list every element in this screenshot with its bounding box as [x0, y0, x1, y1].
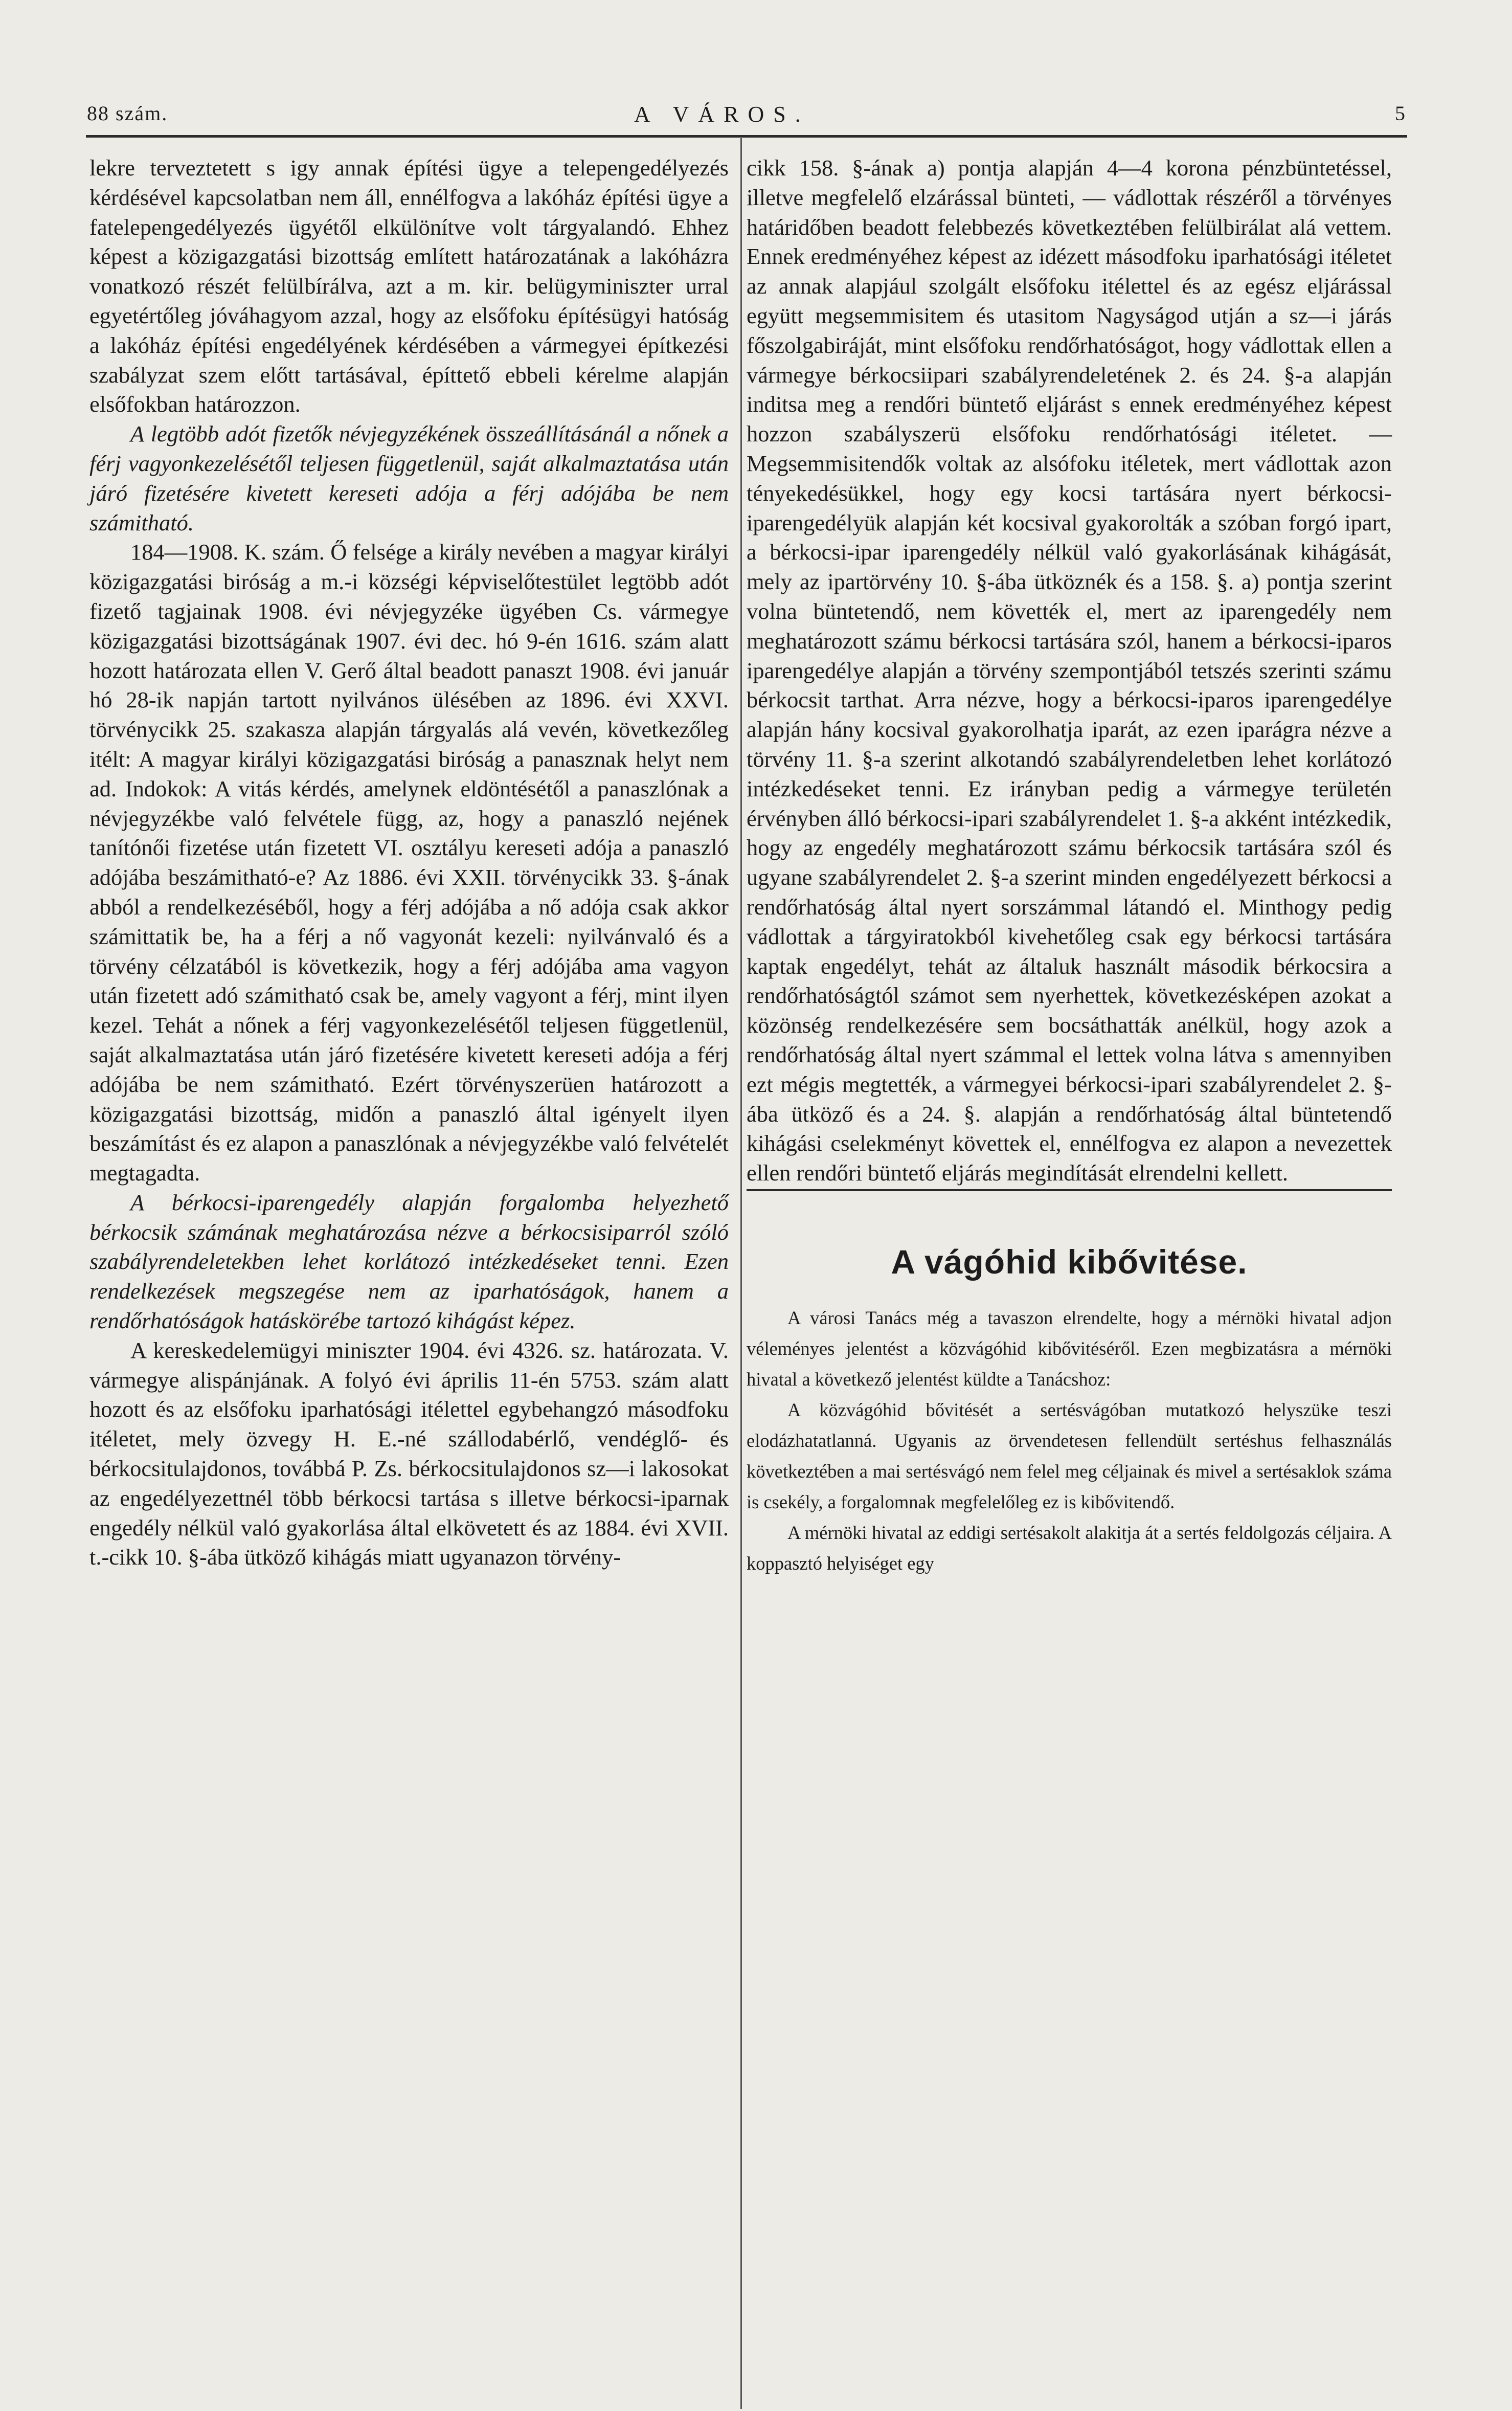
section-paragraph: A közvágóhid bővitését a sertésvágóban mutatkozó helyszüke teszi elodázhatatlanná. Ugyanis az örvendetesen fellendült sertéshus felhasználás következtében a mai sertésvágó nem felel meg céljainak és mivel a sertésaklok száma is csekély, a forgalomnak megfelelőleg ez is kibővitendő. [747, 1399, 1392, 1512]
page-header [87, 101, 1406, 132]
paragraph: lekre terveztetett s igy annak építési ügye a telepengedélyezés kérdésével kapcsolatban nem áll, ennélfogva a lakóház építési ügye a fatelepengedélyezés ügyétől elkülönítve volt tárgyalandó. Ehhez képest a közigazgatási bizottság említett határozatának a lakóházra vonatkozó részét felülbírálva, azt a m. kir. belügyminiszter urral egyetértőleg jóváhagyom azzal, hogy az elsőfoku építésügyi hatóság a lakóház építési engedélyének kérdésében a vármegyei építkezési szabályzat szem előtt tartásával, építtető ebbeli kérelme alapján elsőfokban határozzon. [89, 155, 729, 417]
left-column [89, 153, 729, 1572]
issue-number: 88 szám. [87, 102, 168, 125]
publication-title: A VÁROS. [634, 102, 810, 127]
section-paragraph: A mérnöki hivatal az eddigi sertésakolt alakitja át a sertés feldolgozás céljaira. A koppasztó helyiséget egy [747, 1522, 1392, 1574]
section-paragraph: A városi Tanács még a tavaszon elrendelte, hogy a mérnöki hivatal adjon véleményes jelentést a közvágóhid kibővitéséről. Ezen megbizatásra a mérnöki hivatal a következő jelentést küldte a Tanácshoz: [747, 1307, 1392, 1390]
section-divider [747, 1189, 1392, 1191]
header-rule [86, 135, 1407, 138]
italic-summary: A legtöbb adót fizetők névjegyzékének összeállításánál a nőnek a férj vagyonkezelésétől teljesen függetlenül, saját alkalmaztatása után járó fizetésére kivetett kereseti adója a férj adójába be nem számitható. [89, 421, 729, 535]
page-number: 5 [1395, 102, 1406, 125]
column-divider [740, 138, 742, 2409]
section-title: A vágóhid kibővitése. [891, 1242, 1248, 1281]
paragraph: 184—1908. K. szám. Ő felsége a király nevében a magyar királyi közigazgatási biróság a m.-i községi képviselőtestület legtöbb adót fizető tagjainak 1908. évi névjegyzéke ügyében Cs. vármegye közigazgatási bizottságának 1907. évi dec. hó 9-én 1616. szám alatt hozott határozata ellen V. Gerő által beadott panaszt 1908. évi január hó 28-ik napján tartott nyilvános ülésében az 1896. évi XXVI. törvénycikk 25. szakasza alapján tárgyalás alá vevén, következőleg itélt: A magyar királyi közigazgatási biróság a panasznak helyt nem ad. Indokok: A vitás kérdés, amelynek eldöntésétől a panaszlónak a névjegyzékbe való felvétele függ, az, hogy a panaszló nejének tanítónői fizetése után fizetett VI. osztályu kereseti adója a panaszló adójába beszámitható-e? Az 1886. évi XXII. törvénycikk 33. §-ának abból a rendelkezéséből, hogy a férj adójába a nő adója csak akkor számittatik be, ha a férj a nő vagyonát kezeli: nyilvánvaló és a törvény célzatából is következik, hogy a férj adójába ama vagyon után fizetett adó számitható csak be, amely vagyont a férj, mint ilyen kezel. Tehát a nőnek a férj vagyonkezelésétől teljesen függetlenül, saját alkalmaztatása után járó fizetésére kivetett kereseti adója a férj adójába be nem számitható. Ezért törvényszerüen határozott a közigazgatási bizottság, midőn a panaszló által igényelt ilyen beszámítást és ez alapon a panaszlónak a névjegyzékbe való felvételét megtagadta. [89, 539, 729, 1186]
italic-summary: A bérkocsi-iparengedély alapján forgalomba helyezhető bérkocsik számának meghatározása nézve a bérkocsisiparról szóló szabályrendeletekben lehet korlátozó intézkedéseket tenni. Ezen rendelkezések megszegése nem az iparhatóságok, hanem a rendőrhatóságok hatáskörébe tartozó kihágást képez. [89, 1189, 729, 1334]
paragraph: cikk 158. §-ának a) pontja alapján 4—4 korona pénzbüntetéssel, illetve megfelelő elzárással bünteti, — vádlottak részéről a törvényes határidőben beadott felebbezés következtében felülbirálat alá vettem. Ennek eredményéhez képest az idézett másodfoku iparhatósági itéletet az annak alapjául szolgált elsőfoku itélettel és az egész eljárással együtt megsemmisitem és utasitom Nagyságod utján a sz—i járás főszolgabiráját, mint elsőfoku rendőrhatóságot, hogy vádlottak ellen a vármegye bérkocsiipari szabályrendeletének 2. és 24. §-a alapján inditsa meg a rendőri büntető eljárást s ennek eredményéhez képest hozzon szabályszerü elsőfoku rendőrhatósági itéletet. — Megsemmisitendők voltak az alsófoku itéletek, mert vádlottak azon tényekedésükkel, hogy egy kocsi tartására nyert bérkocsi-iparengedélyük alapján két kocsival gyakorolták a szóban forgó ipart, a bérkocsi-ipar iparengedély nélkül való gyakorlásának kihágását, mely az ipartörvény 10. §-ába ütköznék és a 158. §. a) pontja szerint volna büntetendő, nem követték el, mert az iparengedély nem meghatározott számu bérkocsi tartására szól, hanem a bérkocsi-iparos iparengedélye alapján a törvény szempontjából tetszés szerinti számu bérkocsit tarthat. Arra nézve, hogy a bérkocsi-iparos iparengedélye alapján hány kocsival gyakorolhatja iparát, az ezen iparágra nézve a törvény 11. §-a szerint alkotandó szabályrendeletben lehet korlátozó intézkedéseket tenni. Ez irányban pedig a vármegye területén érvényben álló bérkocsi-ipari szabályrendelet 1. §-a akként intézkedik, hogy az engedély meghatározott számu bérkocsik tartására szól és ugyane szabályrendelet 2. §-a szerint minden engedélyezett bérkocsi a rendőrhatóság által nyert sorszámmal látandó el. Minthogy pedig vádlottak a tárgyiratokból kivehetőleg csak egy bérkocsi tartására kaptak engedélyt, tehát az általuk használt második bérkocsira a rendőrhatóságtól számot sem nyerhettek, következésképen azokat a közönség rendelkezésére sem bocsáthatták anélkül, hogy azok a rendőrhatóság által nyert számmal el lettek volna látva s amennyiben ezt mégis megtették, a vármegyei bérkocsi-ipari szabályrendelet 2. §-ába ütköző és a 24. §. alapján a rendőrhatóság által büntetendő kihágási cselekményt követtek el, ennélfogva ez alapon a nevezettek ellen rendőri büntető eljárás megindítását elrendelni kellett. [747, 155, 1392, 1186]
paragraph: A kereskedelemügyi miniszter 1904. évi 4326. sz. határozata. V. vármegye alispánjának. A folyó évi április 11-én 5753. szám alatt hozott és az elsőfoku iparhatósági itélettel egybehangzó másodfoku itéletet, mely özvegy H. E.-né szállodabérlő, vendéglő- és bérkocsitulajdonos, továbbá P. Zs. bérkocsitulajdonos sz—i lakosokat az engedélyezettnél több bérkocsi tartása s illetve bérkocsi-iparnak engedély nélkül való gyakorlása által elkövetett és az 1884. évi XVII. t.-cikk 10. §-ába ütköző kihágás miatt ugyanazon törvény- [89, 1337, 729, 1570]
right-column [747, 153, 1392, 1579]
